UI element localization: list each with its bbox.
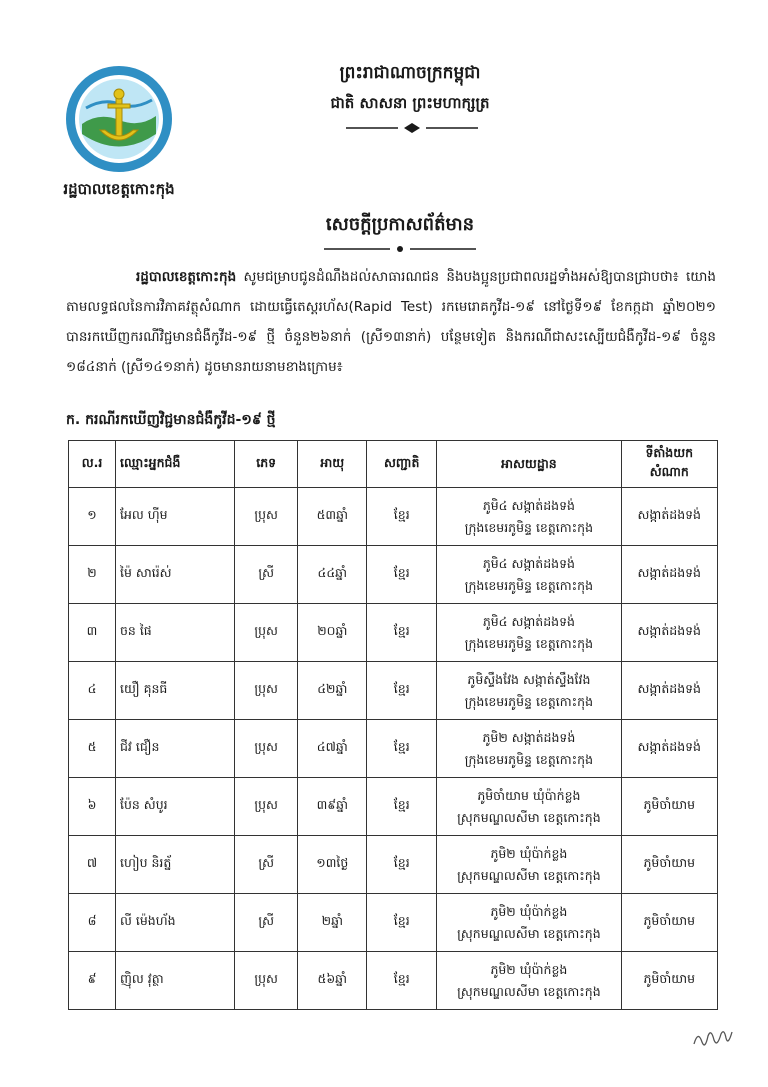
table-row [69, 546, 718, 604]
cell-address [437, 836, 621, 894]
ornament-divider [342, 122, 482, 134]
cell-sample-location: ភូមិចាំយាម [621, 836, 717, 894]
address-line: ភូមិ៤ សង្កាត់ដងទង់ [482, 497, 575, 513]
cell-age: ៥៦ឆ្នាំ [298, 952, 367, 1010]
header-sample-location [621, 441, 717, 488]
cell-nationality: ខ្មែរ [367, 604, 437, 662]
cell-age: ១៣ថ្ងៃ [298, 836, 367, 894]
cell-no: ៧ [69, 836, 116, 894]
kingdom-heading: ព្រះរាជាណាចក្រកម្ពុជា [339, 63, 481, 83]
cell-sex: ប្រុស [234, 720, 297, 778]
address-line: ក្រុងខេមរភូមិន្ទ ខេត្តកោះកុង [464, 693, 594, 709]
cell-no: ៩ [69, 952, 116, 1010]
table-row [69, 836, 718, 894]
address-line: ភូមិ២ ឃុំប៉ាក់ខ្លង [490, 845, 568, 861]
cell-sex: ស្រី [234, 836, 297, 894]
cell-name: ម៉ៃ សារ៉េស់ [116, 546, 235, 604]
cell-nationality: ខ្មែរ [367, 894, 437, 952]
cell-address [437, 488, 621, 546]
header-address: អាសយដ្ឋាន [437, 441, 621, 488]
issuing-authority: រដ្ឋបាលខេត្តកោះកុង [63, 180, 175, 198]
cell-no: ៥ [69, 720, 116, 778]
cell-no: ៨ [69, 894, 116, 952]
table-row [69, 720, 718, 778]
cell-age: ២ឆ្នាំ [298, 894, 367, 952]
table-header-row [69, 441, 718, 488]
cell-no: ៣ [69, 604, 116, 662]
cell-age: ៥៣ឆ្នាំ [298, 488, 367, 546]
cell-sex: ស្រី [234, 894, 297, 952]
cell-name: ហៀប និរត្ន័ [116, 836, 235, 894]
cell-nationality: ខ្មែរ [367, 488, 437, 546]
national-motto: ជាតិ សាសនា ព្រះមហាក្សត្រ [330, 94, 490, 112]
cell-sample-location: សង្កាត់ដងទង់ [621, 604, 717, 662]
cell-name: យឿ គុនធី [116, 662, 235, 720]
table-row [69, 488, 718, 546]
address-line: ភូមិ៤ សង្កាត់ដងទង់ [482, 613, 575, 629]
cell-nationality: ខ្មែរ [367, 778, 437, 836]
cases-table [68, 440, 718, 1010]
address-line: ស្រុកមណ្ឌលសីមា ខេត្តកោះកុង [457, 983, 601, 999]
cell-sex: ស្រី [234, 546, 297, 604]
cell-nationality: ខ្មែរ [367, 836, 437, 894]
cell-no: ១ [69, 488, 116, 546]
header-name: ឈ្មោះអ្នកជំងឺ [116, 441, 235, 488]
address-line: ស្រុកមណ្ឌលសីមា ខេត្តកោះកុង [457, 925, 601, 941]
table-row [69, 894, 718, 952]
table-row [69, 778, 718, 836]
cell-sample-location: ភូមិចាំយាម [621, 778, 717, 836]
cell-nationality: ខ្មែរ [367, 662, 437, 720]
cell-sex: ប្រុស [234, 662, 297, 720]
cell-age: ៤៤ឆ្នាំ [298, 546, 367, 604]
cell-sample-location: សង្កាត់ដងទង់ [621, 720, 717, 778]
address-line: ភូមិ២ ឃុំប៉ាក់ខ្លង [490, 961, 568, 977]
cell-nationality: ខ្មែរ [367, 546, 437, 604]
cell-no: ៦ [69, 778, 116, 836]
cell-address [437, 604, 621, 662]
table-row [69, 952, 718, 1010]
cell-sample-location: សង្កាត់ដងទង់ [621, 546, 717, 604]
address-line: ភូមិ៤ សង្កាត់ដងទង់ [482, 555, 575, 571]
cell-sex: ប្រុស [234, 488, 297, 546]
address-line: ក្រុងខេមរភូមិន្ទ ខេត្តកោះកុង [464, 635, 594, 651]
cell-sample-location: សង្កាត់ដងទង់ [621, 488, 717, 546]
cell-address [437, 894, 621, 952]
announcement-paragraph [66, 262, 716, 382]
announcement-lead: រដ្ឋបាលខេត្តកោះកុង [136, 269, 237, 285]
address-line: ក្រុងខេមរភូមិន្ទ ខេត្តកោះកុង [464, 577, 594, 593]
address-line: ក្រុងខេមរភូមិន្ទ ខេត្តកោះកុង [464, 519, 594, 535]
address-line: ក្រុងខេមរភូមិន្ទ ខេត្តកោះកុង [464, 751, 594, 767]
cell-name: ប៉ែន សំបូរ [116, 778, 235, 836]
cell-age: ៣៩ឆ្នាំ [298, 778, 367, 836]
address-line: ស្រុកមណ្ឌលសីមា ខេត្តកោះកុង [457, 867, 601, 883]
cell-age: ៤២ឆ្នាំ [298, 662, 367, 720]
handwritten-initials-icon [690, 1024, 736, 1054]
header-no: ល.រ [69, 441, 116, 488]
address-line: ស្រុកមណ្ឌលសីមា ខេត្តកោះកុង [457, 809, 601, 825]
address-line: ភូមិ២ ឃុំប៉ាក់ខ្លង [490, 903, 568, 919]
cell-sample-location: ភូមិចាំយាម [621, 894, 717, 952]
header-age: អាយុ [298, 441, 367, 488]
cell-nationality: ខ្មែរ [367, 720, 437, 778]
cell-address [437, 952, 621, 1010]
header-nationality: សញ្ជាតិ [367, 441, 437, 488]
cell-age: ៤៧ឆ្នាំ [298, 720, 367, 778]
cell-nationality: ខ្មែរ [367, 952, 437, 1010]
cell-no: ៤ [69, 662, 116, 720]
cell-address [437, 546, 621, 604]
cell-name: លី ម៉េងហ័ង [116, 894, 235, 952]
address-line: ភូមិ២ សង្កាត់ដងទង់ [482, 729, 576, 745]
cell-address [437, 778, 621, 836]
cell-name: ចន ផៃ [116, 604, 235, 662]
announcement-body: សូមជម្រាបជូនដំណឹងដល់សាធារណជន និងបងប្អូនប្រជាពលរដ្ឋទាំងអស់ឱ្យបានជ្រាបថា៖ យោងតាមលទ្ធផលនៃការវិភាគវត្ថុសំណាក ដោយធ្វើតេស្តរហ័ស(Rapid Test) រកមេរោគកូវីដ-១៩ នៅថ្ងៃទី១៩ ខែកក្កដា ឆ្នាំ២០២១ បានរកឃើញករណីវិជ្ជមានជំងឺកូវីដ-១៩ ថ្មី ចំនួន២៦នាក់ (ស្រី១៣នាក់) បន្ថែមទៀត និងករណីជាសះស្បើយជំងឺកូវីដ-១៩ ចំនួន ១៨៤នាក់ (ស្រី១៤១នាក់) ដូចមានរាយនាមខាងក្រោម៖ [66, 269, 716, 375]
document-title: សេចក្តីប្រកាសព័ត៌មាន [325, 214, 475, 235]
cell-name: ញ៉ិល វុត្ថា [116, 952, 235, 1010]
cell-sex: ប្រុស [234, 952, 297, 1010]
header-sample-location-line1: ទីតាំងយក [645, 445, 694, 460]
section-heading: ក. ករណីរកឃើញវិជ្ជមានជំងឺកូវីដ-១៩ ថ្មី [66, 412, 276, 428]
table-row [69, 604, 718, 662]
cell-address [437, 720, 621, 778]
header-sex: ភេទ [234, 441, 297, 488]
cell-no: ២ [69, 546, 116, 604]
cell-age: ២០ឆ្នាំ [298, 604, 367, 662]
cell-sample-location: ភូមិចាំយាម [621, 952, 717, 1010]
cell-name: អែល ហ៊ីម [116, 488, 235, 546]
cell-sample-location: សង្កាត់ដងទង់ [621, 662, 717, 720]
cell-address [437, 662, 621, 720]
address-line: ភូមិចាំយាម ឃុំប៉ាក់ខ្លង [477, 787, 581, 803]
cell-sex: ប្រុស [234, 778, 297, 836]
header-sample-location-line2: សំណាក [649, 464, 689, 479]
cell-sex: ប្រុស [234, 604, 297, 662]
table-row [69, 662, 718, 720]
address-line: ភូមិស្ទឹងវែង សង្កាត់ស្ទឹងវែង [467, 671, 591, 687]
title-underline [320, 244, 480, 254]
cell-name: ជីវ ជឿន [116, 720, 235, 778]
provincial-emblem-icon [64, 64, 174, 174]
